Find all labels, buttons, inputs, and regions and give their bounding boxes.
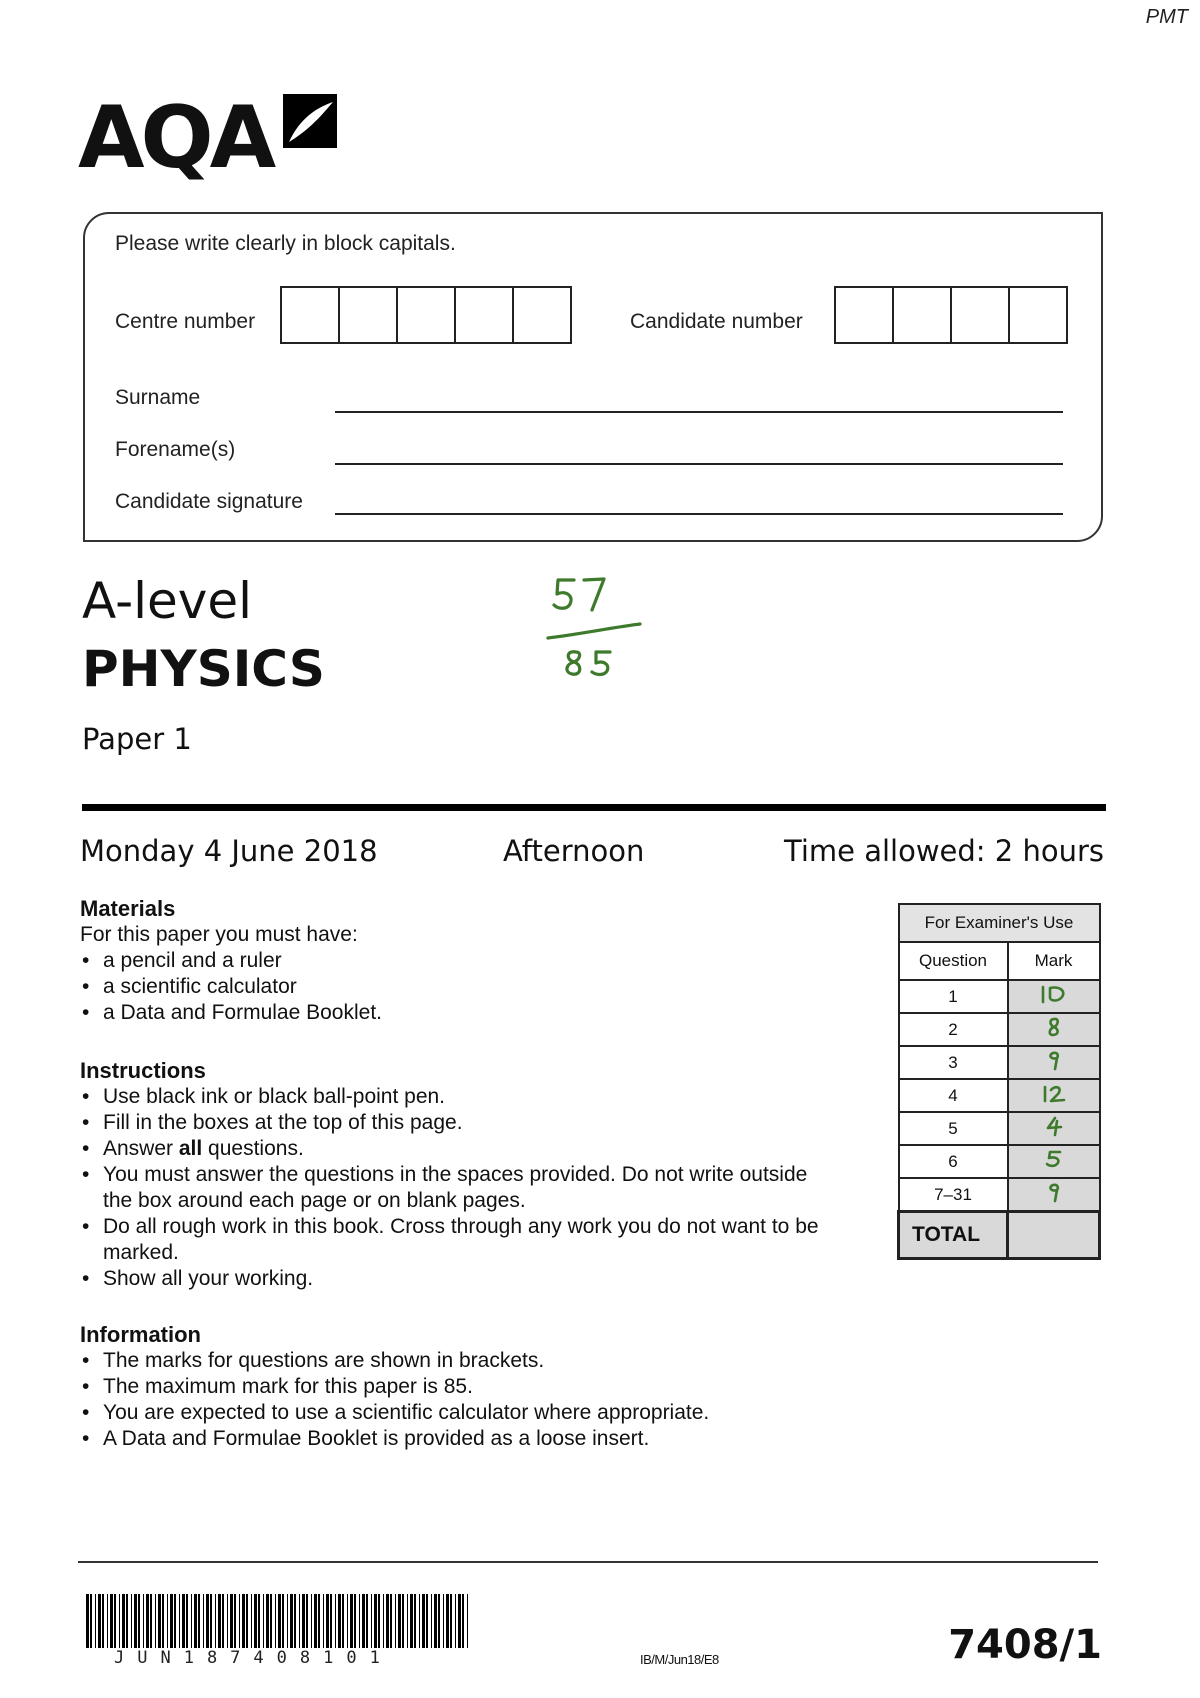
barcode-bar xyxy=(122,1594,125,1648)
surname-label: Surname xyxy=(115,386,201,409)
table-row xyxy=(899,1178,1100,1212)
barcode-bar xyxy=(167,1594,168,1648)
list-item: • You must answer the questions in the spaces provided. Do not write outside the box around each page or on blank pages. xyxy=(80,1162,840,1214)
barcode-bar xyxy=(218,1594,221,1648)
barcode-bar xyxy=(347,1594,348,1648)
barcode-bar xyxy=(419,1594,420,1648)
barcode-bar xyxy=(174,1594,176,1648)
barcode-text: JUN187408101 xyxy=(114,1648,393,1668)
barcode-bar xyxy=(110,1594,113,1648)
footer-divider xyxy=(78,1561,1098,1563)
barcode-bar xyxy=(395,1594,396,1648)
barcode-bar xyxy=(438,1594,440,1648)
barcode-bar xyxy=(98,1594,101,1648)
centre-number-digit-box[interactable] xyxy=(512,288,570,342)
paper-code: 7408/1 xyxy=(948,1622,1102,1668)
information-heading: Information xyxy=(80,1322,201,1347)
barcode-bar xyxy=(254,1594,257,1648)
table-row xyxy=(899,980,1100,1013)
centre-number-digit-box[interactable] xyxy=(396,288,454,342)
barcode-bar xyxy=(287,1594,288,1648)
barcode-bar xyxy=(386,1594,389,1648)
barcode-bar xyxy=(134,1594,137,1648)
barcode-bar xyxy=(306,1594,308,1648)
table-row xyxy=(899,1013,1100,1046)
barcode-bar xyxy=(86,1594,89,1648)
barcode-bar xyxy=(407,1594,408,1648)
barcode-bar xyxy=(239,1594,240,1648)
barcode-bar xyxy=(131,1594,132,1648)
instructions-list xyxy=(80,1084,840,1292)
barcode-bar xyxy=(206,1594,209,1648)
barcode-bar xyxy=(350,1594,353,1648)
information-section xyxy=(80,1322,840,1452)
barcode-bar xyxy=(234,1594,236,1648)
materials-section xyxy=(80,896,840,1026)
barcode-bar xyxy=(383,1594,384,1648)
question-mark xyxy=(1008,1046,1100,1079)
barcode-bar xyxy=(138,1594,140,1648)
handwritten-score xyxy=(540,572,650,692)
exam-session: Afternoon xyxy=(503,834,645,868)
barcode-bar xyxy=(90,1594,92,1648)
signature-field[interactable] xyxy=(335,513,1063,515)
exam-date: Monday 4 June 2018 xyxy=(80,834,378,868)
barcode-bar xyxy=(242,1594,245,1648)
instructions-section xyxy=(80,1058,840,1292)
barcode-bar xyxy=(95,1594,96,1648)
barcode-bar xyxy=(302,1594,305,1648)
centre-number-label: Centre number xyxy=(115,310,256,333)
barcode-bar xyxy=(414,1594,416,1648)
block-capitals-instruction: Please write clearly in block capitals. xyxy=(115,232,456,255)
table-row xyxy=(899,1046,1100,1079)
barcode-bar xyxy=(426,1594,428,1648)
barcode-bar xyxy=(354,1594,356,1648)
barcode-bar xyxy=(378,1594,380,1648)
barcode-bar xyxy=(294,1594,296,1648)
barcode-bar xyxy=(335,1594,336,1648)
candidate-number-digit-box[interactable] xyxy=(950,288,1008,342)
list-item: • Show all your working. xyxy=(80,1266,840,1292)
barcode-bar xyxy=(230,1594,233,1648)
barcode-bar xyxy=(467,1594,468,1648)
list-item: • The maximum mark for this paper is 85. xyxy=(80,1374,840,1400)
barcode-bar xyxy=(330,1594,332,1648)
candidate-details-box xyxy=(83,212,1103,542)
barcode-bar xyxy=(194,1594,197,1648)
barcode-bar xyxy=(258,1594,260,1648)
list-item: • A Data and Formulae Booklet is provided as a loose insert. xyxy=(80,1426,840,1452)
paper-reference: IB/M/Jun18/E8 xyxy=(640,1652,719,1667)
barcode-bar xyxy=(282,1594,284,1648)
candidate-number-digit-box[interactable] xyxy=(836,288,892,342)
list-item: • a pencil and a ruler xyxy=(80,948,840,974)
subject-title: PHYSICS xyxy=(82,640,325,698)
instructions-heading: Instructions xyxy=(80,1058,206,1083)
barcode-bar xyxy=(311,1594,312,1648)
centre-number-digit-box[interactable] xyxy=(282,288,338,342)
total-label: TOTAL xyxy=(899,1212,1008,1259)
question-column-header: Question xyxy=(899,942,1008,980)
barcode-bar xyxy=(410,1594,413,1648)
centre-number-boxes[interactable] xyxy=(280,286,572,344)
barcode-bar xyxy=(203,1594,204,1648)
barcode-bar xyxy=(314,1594,317,1648)
information-list xyxy=(80,1348,840,1452)
table-row xyxy=(899,1145,1100,1178)
time-allowed: Time allowed: 2 hours xyxy=(784,834,1104,868)
question-number: 3 xyxy=(899,1046,1008,1079)
barcode-bar xyxy=(215,1594,216,1648)
list-item: • The marks for questions are shown in brackets. xyxy=(80,1348,840,1374)
barcode-bar xyxy=(371,1594,372,1648)
barcode-bar xyxy=(158,1594,161,1648)
barcode-bar xyxy=(326,1594,329,1648)
barcode-bar xyxy=(366,1594,368,1648)
materials-list xyxy=(80,948,840,1026)
barcode-bar xyxy=(162,1594,164,1648)
barcode-bar xyxy=(342,1594,344,1648)
total-row xyxy=(899,1212,1100,1259)
candidate-number-digit-box[interactable] xyxy=(892,288,950,342)
forenames-field[interactable] xyxy=(335,463,1063,465)
surname-field[interactable] xyxy=(335,411,1063,413)
list-item: • a Data and Formulae Booklet. xyxy=(80,1000,840,1026)
barcode-bar xyxy=(458,1594,461,1648)
barcode-bar xyxy=(278,1594,281,1648)
centre-number-digit-box[interactable] xyxy=(454,288,512,342)
barcode-bar xyxy=(246,1594,248,1648)
barcode-bar xyxy=(126,1594,128,1648)
barcode-bar xyxy=(150,1594,152,1648)
qualification-level: A-level xyxy=(82,572,253,630)
barcode-bar xyxy=(450,1594,452,1648)
paper-number: Paper 1 xyxy=(82,722,192,756)
barcode-bar xyxy=(227,1594,228,1648)
barcode-bar xyxy=(114,1594,116,1648)
barcode-bar xyxy=(146,1594,149,1648)
barcode-bar xyxy=(318,1594,320,1648)
barcode-bar xyxy=(338,1594,341,1648)
candidate-number-label: Candidate number xyxy=(630,310,803,333)
question-number: 1 xyxy=(899,980,1008,1013)
corner-mark: PMT xyxy=(1145,6,1188,28)
list-item: • Do all rough work in this book. Cross through any work you do not want to be marked. xyxy=(80,1214,840,1266)
materials-heading: Materials xyxy=(80,896,176,921)
question-number: 6 xyxy=(899,1145,1008,1178)
table-row xyxy=(899,1079,1100,1112)
question-mark xyxy=(1008,1013,1100,1046)
barcode-bar xyxy=(143,1594,144,1648)
barcode-bar xyxy=(270,1594,272,1648)
examiner-use-table xyxy=(897,903,1101,1260)
barcode-bar xyxy=(374,1594,377,1648)
barcode xyxy=(86,1594,472,1648)
barcode-bar xyxy=(102,1594,104,1648)
centre-number-digit-box[interactable] xyxy=(338,288,396,342)
mark-column-header: Mark xyxy=(1008,942,1100,980)
question-number: 5 xyxy=(899,1112,1008,1145)
signature-label: Candidate signature xyxy=(115,490,303,513)
barcode-bar xyxy=(390,1594,392,1648)
barcode-bar xyxy=(431,1594,432,1648)
question-mark xyxy=(1008,1079,1100,1112)
barcode-bar xyxy=(323,1594,324,1648)
question-number: 7–31 xyxy=(899,1178,1008,1212)
barcode-bar xyxy=(422,1594,425,1648)
barcode-bar xyxy=(434,1594,437,1648)
barcode-bar xyxy=(198,1594,200,1648)
barcode-bar xyxy=(455,1594,456,1648)
barcode-bar xyxy=(275,1594,276,1648)
question-mark xyxy=(1008,980,1100,1013)
barcode-bar xyxy=(222,1594,224,1648)
forenames-label: Forename(s) xyxy=(115,438,236,461)
question-number: 4 xyxy=(899,1079,1008,1112)
table-row xyxy=(899,1112,1100,1145)
list-item: • Answer all questions. xyxy=(80,1136,840,1162)
barcode-bar xyxy=(155,1594,156,1648)
barcode-bar xyxy=(182,1594,185,1648)
materials-intro: For this paper you must have: xyxy=(80,923,358,946)
barcode-bar xyxy=(107,1594,108,1648)
leaf-icon xyxy=(281,92,339,150)
barcode-bar xyxy=(251,1594,252,1648)
barcode-bar xyxy=(398,1594,401,1648)
barcode-bar xyxy=(210,1594,212,1648)
barcode-bar xyxy=(186,1594,188,1648)
barcode-bar xyxy=(299,1594,300,1648)
aqa-logo xyxy=(78,88,348,188)
barcode-bar xyxy=(191,1594,192,1648)
question-mark xyxy=(1008,1112,1100,1145)
total-mark xyxy=(1008,1212,1100,1259)
logo-text: AQA xyxy=(78,88,273,188)
question-mark xyxy=(1008,1178,1100,1212)
barcode-bar xyxy=(402,1594,404,1648)
barcode-bar xyxy=(266,1594,269,1648)
barcode-bar xyxy=(290,1594,293,1648)
candidate-number-digit-box[interactable] xyxy=(1008,288,1066,342)
list-item: • You are expected to use a scientific calculator where appropriate. xyxy=(80,1400,840,1426)
list-item: • Use black ink or black ball-point pen. xyxy=(80,1084,840,1110)
barcode-bar xyxy=(362,1594,365,1648)
barcode-bar xyxy=(179,1594,180,1648)
list-item: • a scientific calculator xyxy=(80,974,840,1000)
candidate-number-boxes[interactable] xyxy=(834,286,1068,344)
question-mark xyxy=(1008,1145,1100,1178)
barcode-bar xyxy=(119,1594,120,1648)
barcode-bar xyxy=(359,1594,360,1648)
barcode-bar xyxy=(263,1594,264,1648)
list-item: • Fill in the boxes at the top of this page. xyxy=(80,1110,840,1136)
barcode-bar xyxy=(170,1594,173,1648)
barcode-bar xyxy=(462,1594,464,1648)
examiner-table-heading: For Examiner's Use xyxy=(899,904,1100,942)
title-divider xyxy=(82,804,1106,811)
barcode-bar xyxy=(446,1594,449,1648)
question-number: 2 xyxy=(899,1013,1008,1046)
barcode-bar xyxy=(443,1594,444,1648)
